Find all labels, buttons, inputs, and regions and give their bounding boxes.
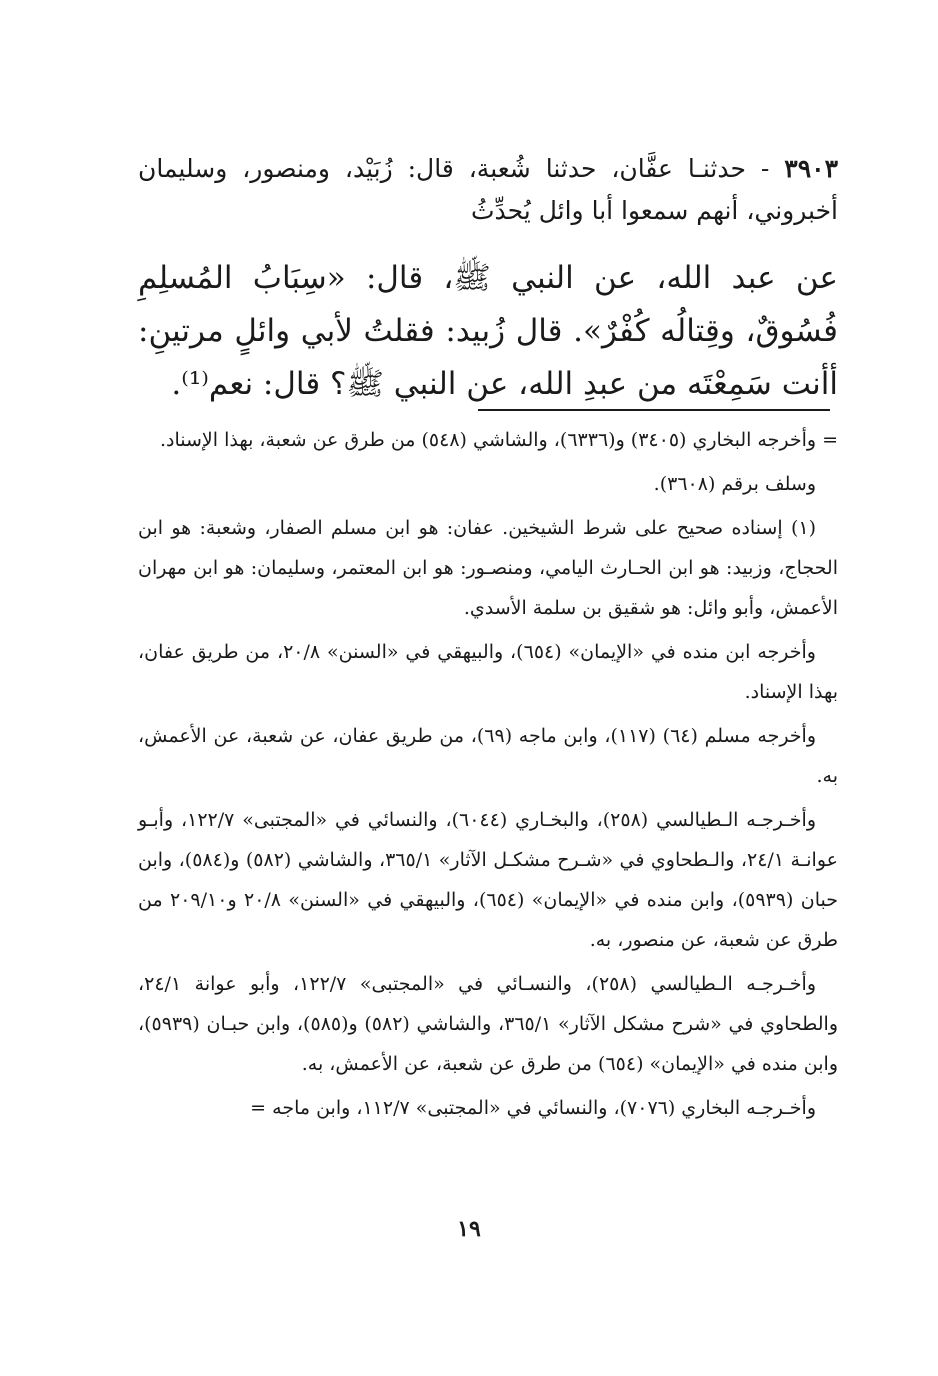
- footnotes: [138, 420, 838, 1132]
- footnote-divider: [478, 409, 830, 411]
- hadith-matn: عن عبد الله، عن النبي ﷺ، قال: «سِبَابُ المُسلِمِ فُسُوقٌ، وقِتالُه كُفْرٌ». قال زُبيد: فقلتُ لأبي وائلٍ مرتينِ: أأنت سَمِعْتَه من عبدِ الله، عن النبي ﷺ؟ قال: نعم⁽¹⁾.: [138, 260, 838, 402]
- hadith-number: ٣٩٠٣: [784, 154, 838, 183]
- footnote-1-paragraph: وأخـرجـه الـطيالسي (٢٥٨)، والنسـائي في «المجتبى» ١٢٢/٧، وأبو عوانة ٢٤/١، والطحاوي في «شرح مشكل الآثار» ٣٦٥/١، والشاشي (٥٨٢) و(٥٨٥)، وابن حبـان (٥٩٣٩)، وابن منده في «الإيمان» (٦٥٤) من طرق عن شعبة، عن الأعمش، به.: [138, 973, 838, 1075]
- footnote-1-paragraph: وأخـرجـه الـطيالسي (٢٥٨)، والبخـاري (٦٠٤٤)، والنسائي في «المجتبى» ١٢٢/٧، وأبـو عوانـة ٢٤/١، والـطحاوي في «شـرح مشكـل الآثار» ٣٦٥/١، والشاشي (٥٨٢) و(٥٨٤)، وابن حبان (٥٩٣٩)، وابن منده في «الإيمان» (٦٥٤)، والبيهقي في «السنن» ٢٠/٨ و٢٠٩/١٠ من طرق عن شعبة، عن منصور، به.: [138, 809, 838, 951]
- footnote-continuation: = وأخرجه البخاري (٣٤٠٥) و(٦٣٣٦)، والشاشي (٥٤٨) من طرق عن شعبة، بهذا الإسناد.: [159, 429, 838, 451]
- page-number: ١٩: [457, 1216, 481, 1242]
- hadith-isnad: [138, 148, 838, 232]
- footnote-1-paragraph: (١) إسناده صحيح على شرط الشيخين. عفان: هو ابن مسلم الصفار، وشعبة: هو ابن الحجاج، وزبيد: هو ابن الحـارث اليامي، ومنصـور: هو ابن المعتمر، وسليمان: هو ابن مهران الأعمش، وأبو وائل: هو شقيق بن سلمة الأسدي.: [138, 517, 838, 619]
- footnote-cross-ref: وسلف برقم (٣٦٠٨).: [653, 473, 816, 495]
- footnote-1-paragraph: وأخرجه مسلم (٦٤) (١١٧)، وابن ماجه (٦٩)، من طريق عفان، عن شعبة، عن الأعمش، به.: [138, 725, 838, 787]
- footnote-1-paragraph: وأخرجه ابن منده في «الإيمان» (٦٥٤)، والبيهقي في «السنن» ٢٠/٨، من طريق عفان، بهذا الإسناد.: [138, 641, 838, 703]
- footnote-1-paragraph: وأخـرجـه البخاري (٧٠٧٦)، والنسائي في «المجتبى» ١١٢/٧، وابن ماجه =: [250, 1097, 816, 1119]
- isnad-text: - حدثنـا عفَّان، حدثنا شُعبة، قال: زُبَيْد، ومنصور، وسليمان أخبروني، أنهم سمعوا أبا وائل يُحدِّثُ: [138, 154, 838, 225]
